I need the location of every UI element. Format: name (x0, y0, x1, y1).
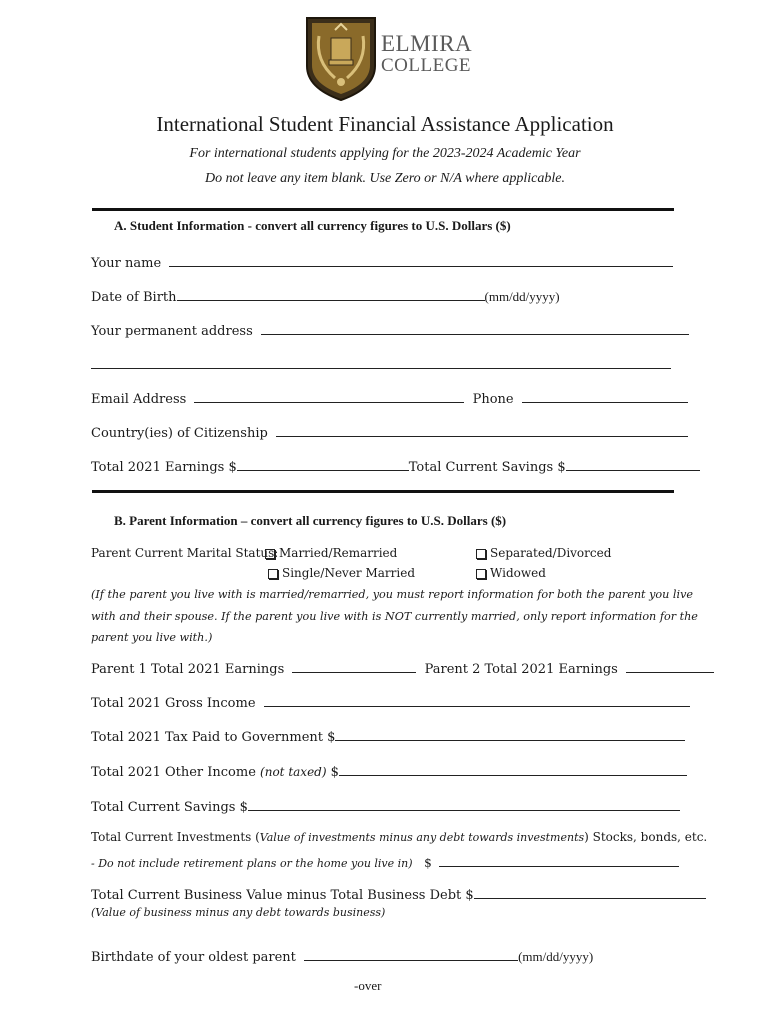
label-earnings: Total 2021 Earnings $ (91, 460, 237, 475)
business-note: (Value of business minus any debt towards business) (91, 906, 386, 919)
page-title: International Student Financial Assistance Application (156, 112, 614, 136)
other-income-note: (not taxed) (260, 765, 327, 779)
birthdate-field[interactable] (304, 946, 518, 961)
label-tax-paid: Total 2021 Tax Paid to Government $ (91, 730, 336, 745)
logo-line-2: COLLEGE (381, 55, 472, 76)
label-p2-earnings: Parent 2 Total 2021 Earnings (424, 662, 618, 677)
phone-field[interactable] (522, 388, 688, 403)
logo-line-1: ELMIRA (381, 31, 473, 56)
row-address (91, 320, 689, 339)
row-current-savings (91, 796, 680, 815)
label-phone: Phone (472, 392, 514, 407)
address-field-2[interactable] (91, 354, 671, 369)
label-separated: Separated/Divorced (490, 546, 612, 560)
checkbox-single[interactable] (268, 569, 278, 579)
savings-field[interactable] (566, 456, 700, 471)
label-investments: Total Current Investments ( (91, 830, 260, 844)
row-your-name (91, 252, 673, 271)
current-savings-field[interactable] (248, 796, 680, 811)
gross-income-field[interactable] (264, 692, 690, 707)
row-earnings-savings (91, 456, 700, 475)
label-email: Email Address (91, 392, 187, 407)
divider-middle (92, 490, 674, 493)
investments-note: Value of investments minus any debt towards investments (259, 831, 585, 844)
note-line-2: with and their spouse. If the parent you live with is NOT currently married, only report information for the (91, 610, 698, 623)
label-single: Single/Never Married (282, 566, 416, 580)
subtitle-line-2: Do not leave any item blank. Use Zero or N/A where applicable. (205, 171, 565, 186)
other-income-dollar: $ (330, 765, 339, 780)
crest-icon (305, 16, 377, 102)
investments-field[interactable] (439, 852, 679, 867)
checkbox-widowed[interactable] (476, 569, 486, 579)
p2-earnings-field[interactable] (626, 658, 714, 673)
other-income-field[interactable] (339, 761, 687, 776)
investments-tail: ) Stocks, bonds, etc. (584, 830, 708, 844)
label-birthdate: Birthdate of your oldest parent (91, 950, 296, 965)
label-dob: Date of Birth (91, 290, 177, 305)
row-investments (91, 830, 707, 844)
divider-top (92, 208, 674, 211)
investments-dollar: $ (424, 856, 432, 870)
label-savings: Total Current Savings $ (408, 460, 566, 475)
business-field[interactable] (474, 884, 706, 899)
row-birthdate (91, 946, 593, 965)
label-other-income: Total 2021 Other Income (91, 765, 256, 780)
email-field[interactable] (194, 388, 464, 403)
checkbox-separated[interactable] (476, 549, 486, 559)
footer-over: -over (354, 978, 382, 993)
row-email-phone (91, 388, 688, 407)
option-single[interactable] (268, 566, 415, 580)
label-citizenship: Country(ies) of Citizenship (91, 426, 268, 441)
label-current-savings: Total Current Savings $ (91, 800, 248, 815)
label-p1-earnings: Parent 1 Total 2021 Earnings (91, 662, 285, 677)
p1-earnings-field[interactable] (292, 658, 416, 673)
label-business: Total Current Business Value minus Total Business Debt $ (91, 888, 474, 903)
investments-line-2: - Do not include retirement plans or the home you live in) (91, 857, 413, 870)
option-married[interactable] (265, 546, 397, 560)
section-b-heading: B. Parent Information – convert all currency figures to U.S. Dollars ($) (114, 513, 507, 528)
row-business (91, 884, 706, 903)
earnings-field[interactable] (237, 456, 409, 471)
note-line-3: parent you live with.) (91, 631, 213, 644)
college-logo (305, 16, 475, 102)
your-name-field[interactable] (169, 252, 673, 267)
label-gross-income: Total 2021 Gross Income (91, 696, 256, 711)
label-married: Married/Remarried (279, 546, 398, 560)
birthdate-format: (mm/dd/yyyy) (518, 949, 594, 964)
tax-paid-field[interactable] (335, 726, 685, 741)
dob-field[interactable] (177, 286, 485, 301)
label-address: Your permanent address (91, 324, 253, 339)
section-a-heading: A. Student Information - convert all currency figures to U.S. Dollars ($) (114, 218, 511, 233)
dob-format: (mm/dd/yyyy) (484, 289, 560, 304)
label-marital-status: Parent Current Marital Status: (91, 546, 279, 560)
row-citizenship (91, 422, 688, 441)
subtitle-line-1: For international students applying for the 2023-2024 Academic Year (189, 146, 581, 161)
label-your-name: Your name (91, 256, 162, 271)
option-separated[interactable] (476, 546, 611, 560)
note-line-1: (If the parent you live with is married/remarried, you must report information for both the parent you live (91, 588, 694, 601)
address-field-1[interactable] (261, 320, 689, 335)
row-gross-income (91, 692, 690, 711)
checkbox-married[interactable] (265, 549, 275, 559)
row-other-income (91, 761, 687, 780)
row-dob (91, 286, 560, 305)
label-widowed: Widowed (490, 566, 546, 580)
row-parent-earnings (91, 658, 714, 677)
option-widowed[interactable] (476, 566, 546, 580)
citizenship-field[interactable] (276, 422, 688, 437)
row-investments-2 (91, 852, 679, 870)
row-tax-paid (91, 726, 685, 745)
